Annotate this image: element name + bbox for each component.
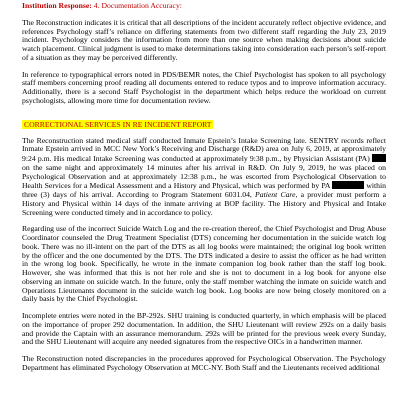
intake-text-b: on the same night and approximately 14 minutes after his arrival in R&D. On July 9, 2019, he was placed on Psychological Observation and at approximately 12:38 p.m., he was escorted from Psychological Observation to Health Services for a Medical Assessment and a History and Physical, which was performed by PA [22, 162, 386, 191]
intake-text-a: The Reconstruction stated medical staff conducted Inmate Epstein’s Intake Screening late. SENTRY records reflect Inmate Epstein arrived in MCC New York’s Receiving and Discharge (R&D) area on July 6, 2019, at approximately 9:24 p.m. His medical Intake Screening was conducted at approximately 9:38 p.m., by Physician Assistant (PA) [22, 135, 386, 163]
intake-text-d: , a provider must perform a History and Physical within 14 days of the inmate arriving at BOP facility. The History and Physical and Intake Screening were conducted timely and in accordance to policy. [22, 190, 387, 217]
redaction-box [332, 181, 364, 189]
section-title-correctional-services: CORRECTIONAL SERVICES IN RE INCIDENT REPORT [24, 119, 212, 129]
response-label: Institution Response: [22, 1, 92, 10]
intake-text-c: within three (3) days of his arrival. According to Program Statement 6031.04, [22, 181, 387, 199]
policy-title-patient-care: Patient Care [255, 190, 296, 199]
paragraph-psych-observation: The Reconstruction noted discrepancies in the procedures approved for Psychological Observation. The Psychology Department has eliminated Psychology Observation at MCC-NY. Both Staff and the Lieutenants received additional [22, 354, 386, 372]
paragraph-documentation-2: In reference to typographical errors noted in PDS/BEMR notes, the Chief Psychologist has spoken to all psychology staff members concerning proof reading all documents entered to reduce typos and to improve information accuracy. Additionally, there is a second Staff Psychologist in the department which helps reduce the workload on current psychologists, allowing more time for documentation review. [22, 69, 386, 105]
paragraph-documentation-1: The Reconstruction indicates it is critical that all descriptions of the incident accurately reflect objective evidence, and references Psychology staff’s reliance on differing statements from two different staff regarding the July 23, 2019 incident. Psychology considers the information from more than one source when making decisions about suicide watch placement. Clinical judgment is used to make determinations taking into consideration each person’s self-report of a situation as they may be perceived differently. [22, 17, 386, 62]
paragraph-bp292: Incomplete entries were noted in the BP-292s. SHU training is conducted quarterly, in which emphasis will be placed on the importance of proper 292 documentation. In addition, the SHU Lieutenant will review 292s on a daily basis and provide the Captain with an assurance memorandum. 292s will be printed for the previous week every Sunday, and the SHU Lieutenant will acquire any needed signatures from the respective OICs in a handwritten manner. [22, 311, 386, 347]
paragraph-intake-screening [22, 137, 386, 218]
response-topic: 4. Documentation Accuracy: [93, 1, 182, 10]
redaction-box [372, 154, 386, 162]
paragraph-suicide-watch-log: Regarding use of the incorrect Suicide Watch Log and the re-creation thereof, the Chief Psychologist and Drug Abuse Coordinator counseled the Drug Treatment Specialist (DTS) concerning her documentation in the suicide watch log book. There was no ill-intent on the part of the DTS as all log books were maintained; the original log book written by the officer and the one documented by the DTS. The DTS indicated a desire to assist the officer as he had written in the wrong log book. Specifically, he wrote in the inmate companion log book rather than the staff log book. However, she was informed that this is not her role and she is not to document in a log book for anyone else observing an inmate on suicide watch. In the future, only the staff member watching the inmate on suicide watch and Operations Lieutenants document in the suicide watch log book. Log books are now being closely monitored on a daily basis by the Chief Psychologist. [22, 224, 386, 304]
institution-response-heading [22, 2, 386, 11]
